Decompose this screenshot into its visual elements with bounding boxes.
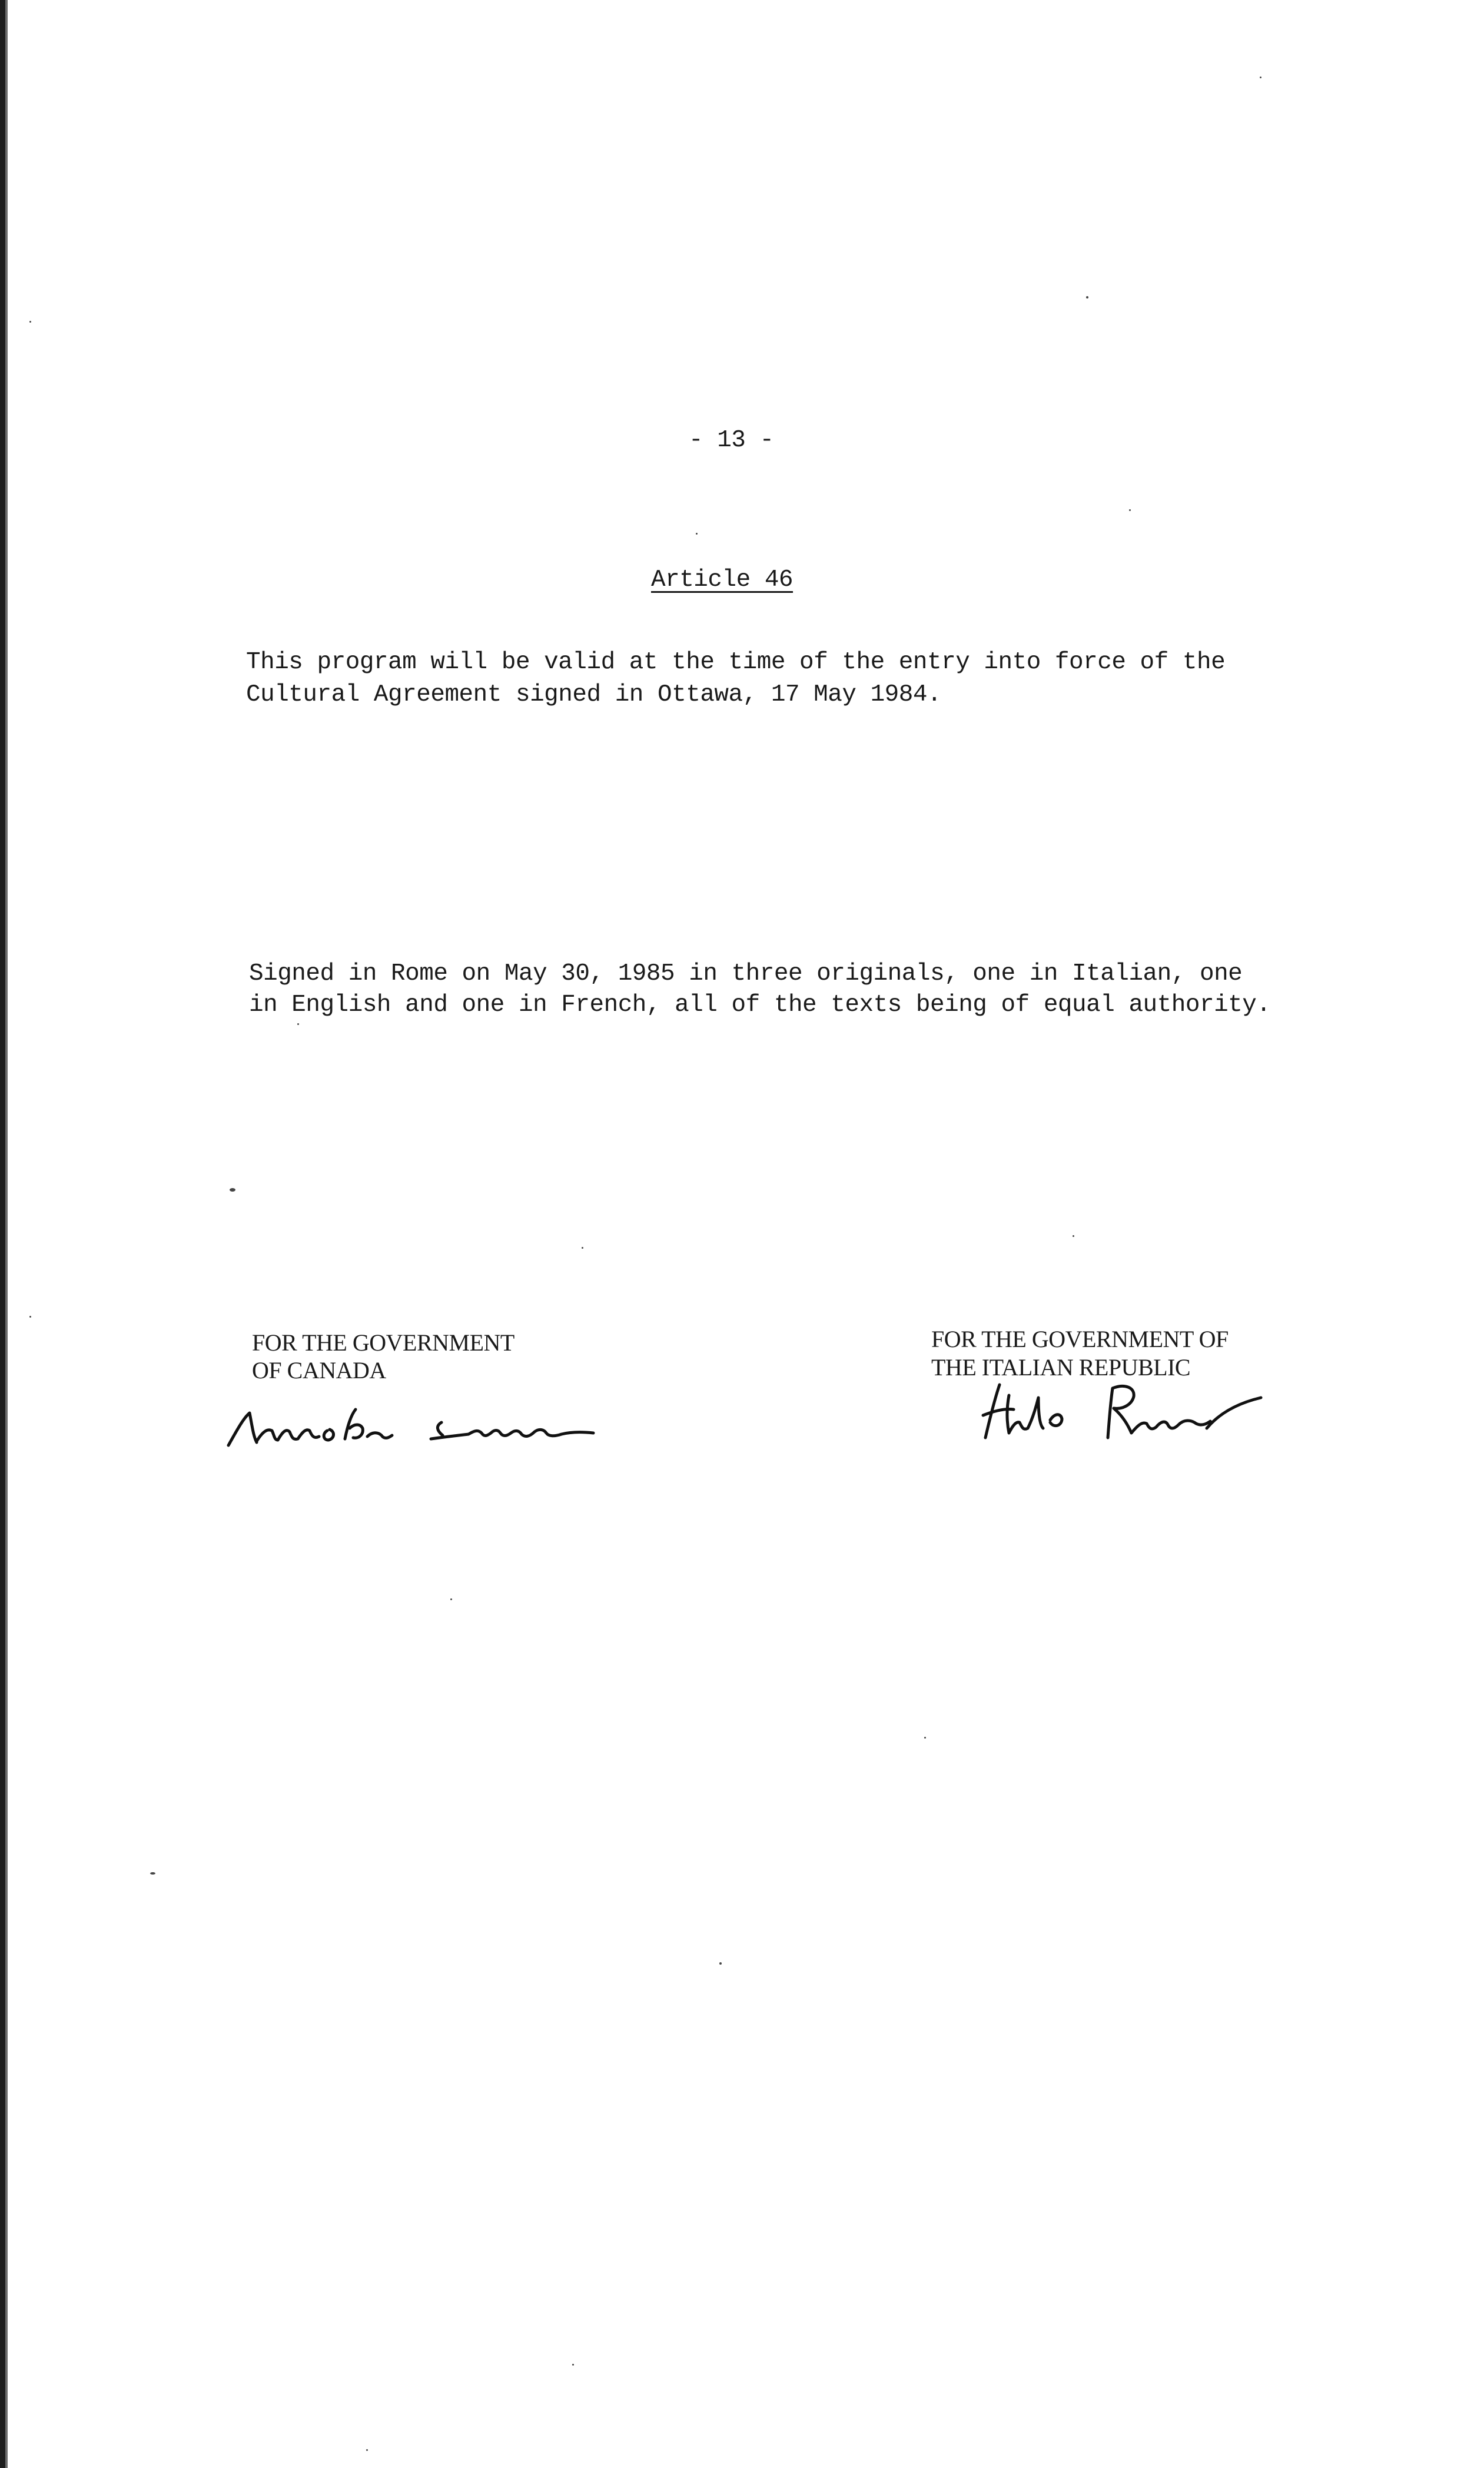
- scan-speck: [230, 1188, 235, 1192]
- scan-speck: [29, 321, 31, 323]
- signatory-canada-line: FOR THE GOVERNMENT: [252, 1329, 514, 1356]
- scan-speck: [1086, 296, 1088, 298]
- scan-speck: [1129, 509, 1131, 511]
- scan-speck: [297, 1023, 299, 1025]
- article-heading: Article 46: [651, 566, 794, 593]
- scan-speck: [1073, 1235, 1074, 1237]
- scan-speck: [1260, 77, 1261, 78]
- scan-speck: [29, 1316, 31, 1318]
- scan-speck: [150, 1872, 155, 1875]
- scan-speck: [924, 1737, 926, 1739]
- signatory-canada-line: OF CANADA: [252, 1357, 386, 1384]
- closing-statement-line: in English and one in French, all of the texts being of equal authority.: [249, 991, 1271, 1019]
- page-number: - 13 -: [689, 427, 774, 454]
- scan-speck: [719, 1962, 722, 1965]
- signature-canada: [224, 1389, 612, 1460]
- signatory-italy-line: FOR THE GOVERNMENT OF: [931, 1326, 1229, 1352]
- scan-speck: [696, 533, 698, 535]
- signature-italy: [977, 1372, 1266, 1448]
- article-body-line: This program will be valid at the time of the entry into force of the: [246, 649, 1226, 676]
- signatory-italy-line: THE ITALIAN REPUBLIC: [931, 1354, 1191, 1381]
- scan-speck: [582, 1247, 583, 1249]
- scan-left-edge-shadow: [5, 0, 8, 2468]
- scan-speck: [572, 2364, 574, 2366]
- scan-left-edge: [0, 0, 5, 2468]
- scan-speck: [366, 2449, 368, 2451]
- article-body-line: Cultural Agreement signed in Ottawa, 17 May 1984.: [246, 681, 942, 708]
- closing-statement-line: Signed in Rome on May 30, 1985 in three originals, one in Italian, one: [249, 960, 1243, 987]
- scan-speck: [450, 1598, 452, 1600]
